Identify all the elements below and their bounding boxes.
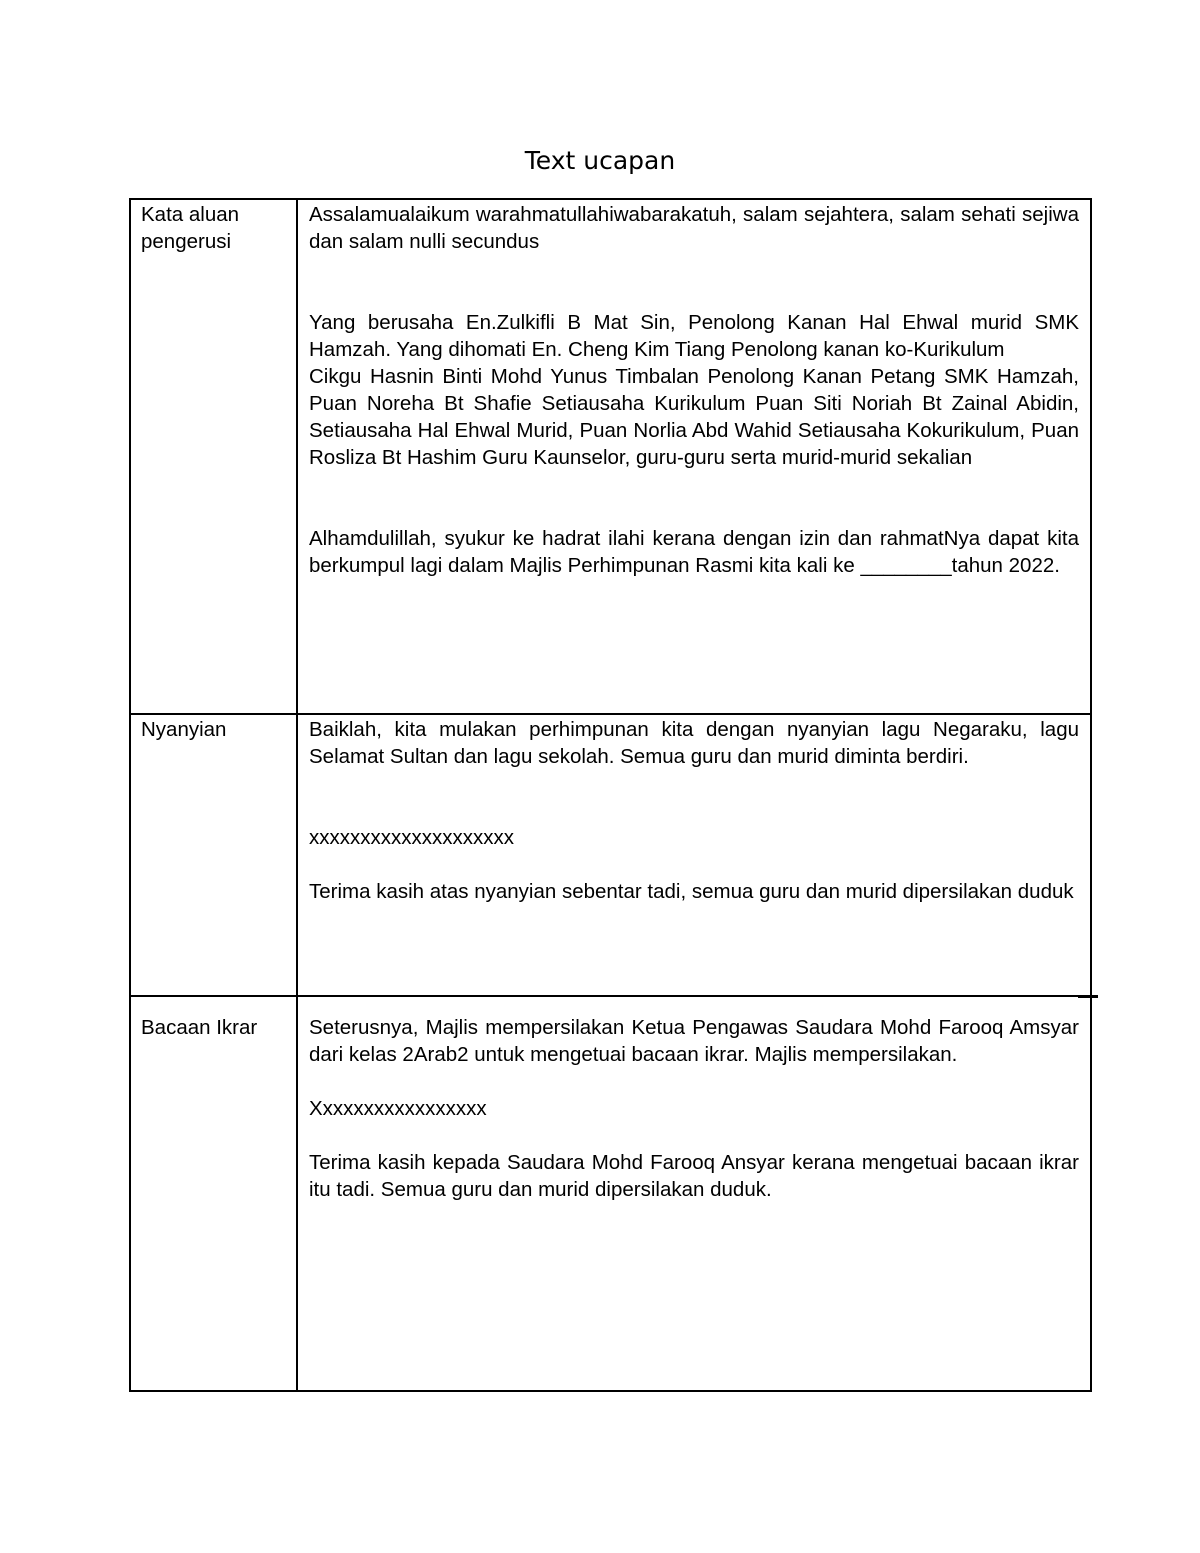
row-label-kata-aluan: Kata aluan pengerusi bbox=[141, 203, 240, 253]
column-divider bbox=[296, 198, 298, 1392]
paragraph: Baiklah, kita mulakan perhimpunan kita dengan nyanyian lagu Negaraku, lagu Selamat Sultan dan lagu sekolah. Semua guru dan murid diminta berdiri. bbox=[309, 718, 1079, 768]
row-label-bacaan-ikrar: Bacaan Ikrar bbox=[141, 1016, 258, 1039]
row-divider bbox=[129, 995, 1092, 997]
paragraph: xxxxxxxxxxxxxxxxxxxx bbox=[309, 826, 514, 849]
row-divider bbox=[129, 713, 1092, 715]
paragraph: Terima kasih atas nyanyian sebentar tadi, semua guru dan murid dipersilakan duduk bbox=[309, 880, 1074, 903]
paragraph: Seterusnya, Majlis mempersilakan Ketua Pengawas Saudara Mohd Farooq Amsyar dari kelas 2Arab2 untuk mengetuai bacaan ikrar. Majlis mempersilakan. bbox=[309, 1016, 1079, 1066]
paragraph: Yang berusaha En.Zulkifli B Mat Sin, Penolong Kanan Hal Ehwal murid SMK Hamzah. Yang dihomati En. Cheng Kim Tiang Penolong kanan ko-Kurikulum bbox=[309, 311, 1079, 361]
paragraph: Xxxxxxxxxxxxxxxxx bbox=[309, 1097, 487, 1120]
paragraph: Cikgu Hasnin Binti Mohd Yunus Timbalan Penolong Kanan Petang SMK Hamzah, Puan Noreha Bt Shafie Setiausaha Kurikulum Puan Siti Noriah Bt Zainal Abidin, Setiausaha Hal Ehwal Murid, Puan Norlia Abd Wahid Setiausaha Kokurikulum, Puan Rosliza Bt Hashim Guru Kaunselor, guru-guru serta murid-murid sekalian bbox=[309, 365, 1079, 469]
paragraph: Assalamualaikum warahmatullahiwabarakatuh, salam sejahtera, salam sehati sejiwa dan salam nulli secundus bbox=[309, 203, 1079, 253]
row-content-bacaan-ikrar bbox=[309, 1014, 1079, 1203]
row-content-nyanyian bbox=[309, 716, 1079, 905]
paragraph: Terima kasih kepada Saudara Mohd Farooq Ansyar kerana mengetuai bacaan ikrar itu tadi. Semua guru dan murid dipersilakan duduk. bbox=[309, 1151, 1079, 1201]
paragraph: Alhamdulillah, syukur ke hadrat ilahi kerana dengan izin dan rahmatNya dapat kita berkumpul lagi dalam Majlis Perhimpunan Rasmi kita kali ke ________tahun 2022. bbox=[309, 527, 1079, 577]
document-title: Text ucapan bbox=[524, 146, 676, 175]
row-content-kata-aluan bbox=[309, 201, 1079, 579]
row-label-nyanyian: Nyanyian bbox=[141, 718, 227, 741]
